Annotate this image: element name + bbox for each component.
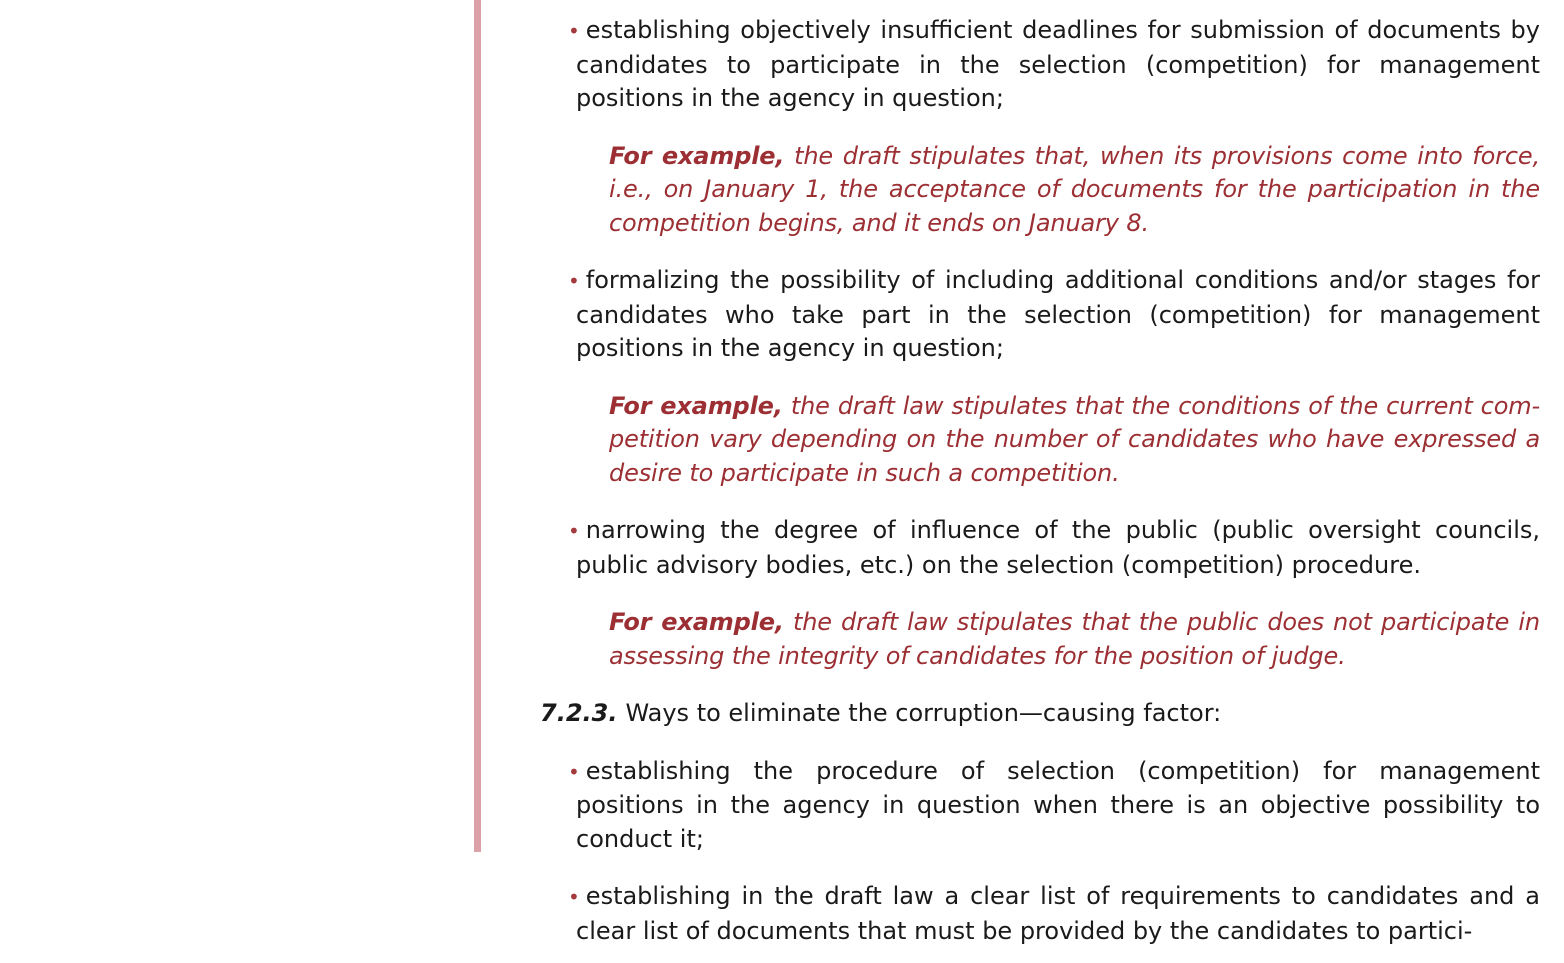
- example-text: the draft law stipulates that the public does not participate in assessing the integrity of candidates for the position of judge.: [609, 608, 1540, 670]
- example-text: the draft law stipulates that the conditions of the current com-petition vary depending on the number of candidates who have expressed a desire to participate in such a competition.: [609, 391, 1540, 487]
- bullet-text: establishing the procedure of selection (competition) for management positions in the agency in question when there is an objective possibility to conduct it;: [576, 756, 1540, 853]
- bullet-text: establishing in the draft law a clear list of requirements to candidates and a clear list of documents that must be provided by the candidates to partici-: [576, 882, 1540, 945]
- bullet-text: formalizing the possibility of including additional conditions and/or stages for candidates who take part in the selection (competition) for management positions in the agency in question;: [576, 266, 1540, 362]
- example-paragraph: [609, 606, 1540, 673]
- bullet-item: [570, 880, 1540, 948]
- bullet-text: narrowing the degree of influence of the public (public oversight councils, public advisory bodies, etc.) on the selection (competition) procedure.: [576, 516, 1540, 579]
- bullet-marker: •: [568, 519, 580, 543]
- example-lead: For example,: [609, 391, 783, 420]
- example-text: the draft stipulates that, when its provisions come into force, i.e., on January 1, the acceptance of documents for the participation in the competition begins, and it ends on January 8.: [609, 141, 1540, 237]
- margin-rule: [474, 0, 481, 852]
- example-lead: For example,: [609, 141, 785, 170]
- bullet-marker: •: [568, 759, 580, 784]
- bullet-item: [570, 755, 1540, 857]
- bullet-item: [570, 514, 1540, 582]
- bullet-text: establishing objectively insufficient deadlines for submission of documents by candidates to participate in the selection (competition) for management positions in the agency in question;: [576, 16, 1540, 112]
- section-number: 7.2.3.: [540, 699, 618, 727]
- document-body: [540, 14, 1540, 963]
- section-heading-text: Ways to eliminate the corruption—causing factor:: [625, 699, 1222, 727]
- section-heading: [540, 697, 1540, 731]
- bullet-marker: •: [568, 19, 580, 43]
- bullet-item: [570, 264, 1540, 366]
- bullet-item: [570, 14, 1540, 116]
- example-paragraph: [609, 140, 1540, 241]
- example-lead: For example,: [609, 608, 784, 636]
- bullet-marker: •: [568, 885, 580, 909]
- example-paragraph: [609, 390, 1540, 491]
- bullet-marker: •: [568, 269, 580, 293]
